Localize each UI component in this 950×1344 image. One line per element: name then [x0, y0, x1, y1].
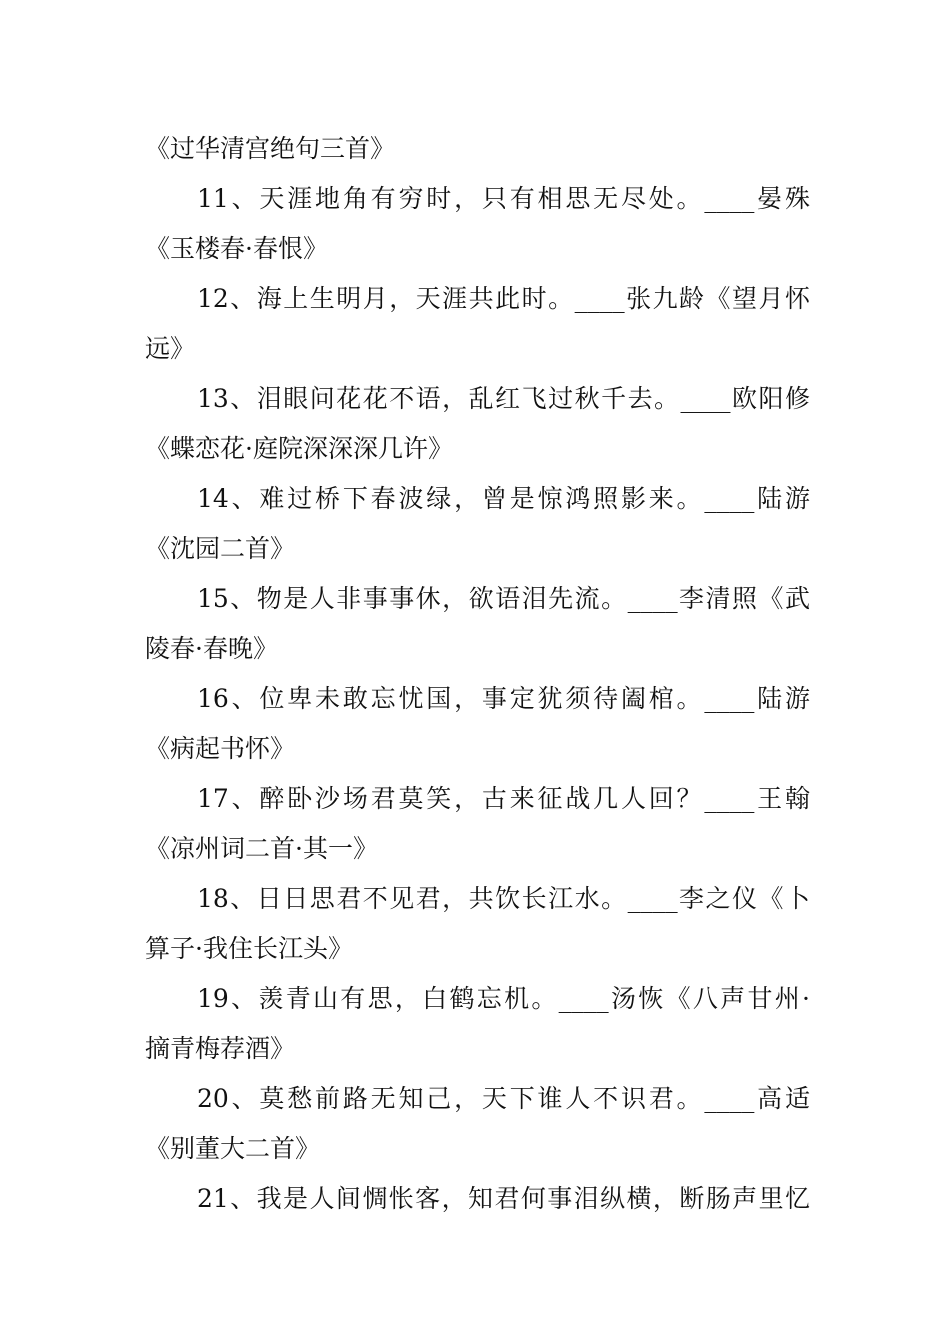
text-line: 20、莫愁前路无知己，天下谁人不识君。____高适	[197, 1084, 810, 1113]
text-line: 11、天涯地角有穷时，只有相思无尽处。____晏殊	[197, 184, 810, 213]
text-line: 15、物是人非事事休，欲语泪先流。____李清照《武	[197, 584, 810, 613]
text-line: 远》	[145, 334, 196, 363]
text-line: 16、位卑未敢忘忧国，事定犹须待阖棺。____陆游	[197, 684, 810, 713]
text-line: 陵春·春晚》	[145, 634, 278, 663]
text-line: 《沈园二首》	[145, 534, 296, 563]
text-line: 《玉楼春·春恨》	[145, 234, 328, 263]
text-line: 《病起书怀》	[145, 734, 296, 763]
text-line: 《蝶恋花·庭院深深深几许》	[145, 434, 453, 463]
text-line: 13、泪眼问花花不语，乱红飞过秋千去。____欧阳修	[197, 384, 810, 413]
text-line: 《过华清宫绝句三首》	[145, 134, 396, 163]
text-line: 18、日日思君不见君，共饮长江水。____李之仪《卜	[197, 884, 810, 913]
text-line: 算子·我住长江头》	[145, 934, 353, 963]
text-line: 摘青梅荐酒》	[145, 1034, 296, 1063]
text-line: 《凉州词二首·其一》	[145, 834, 378, 863]
text-line: 17、醉卧沙场君莫笑，古来征战几人回？____王翰	[197, 784, 810, 813]
text-line: 21、我是人间惆怅客，知君何事泪纵横，断肠声里忆	[197, 1184, 810, 1213]
text-line: 19、羡青山有思，白鹤忘机。____汤恢《八声甘州·	[197, 984, 810, 1013]
text-line: 12、海上生明月，天涯共此时。____张九龄《望月怀	[197, 284, 810, 313]
text-line: 14、难过桥下春波绿，曾是惊鸿照影来。____陆游	[197, 484, 810, 513]
text-line: 《别董大二首》	[145, 1134, 321, 1163]
